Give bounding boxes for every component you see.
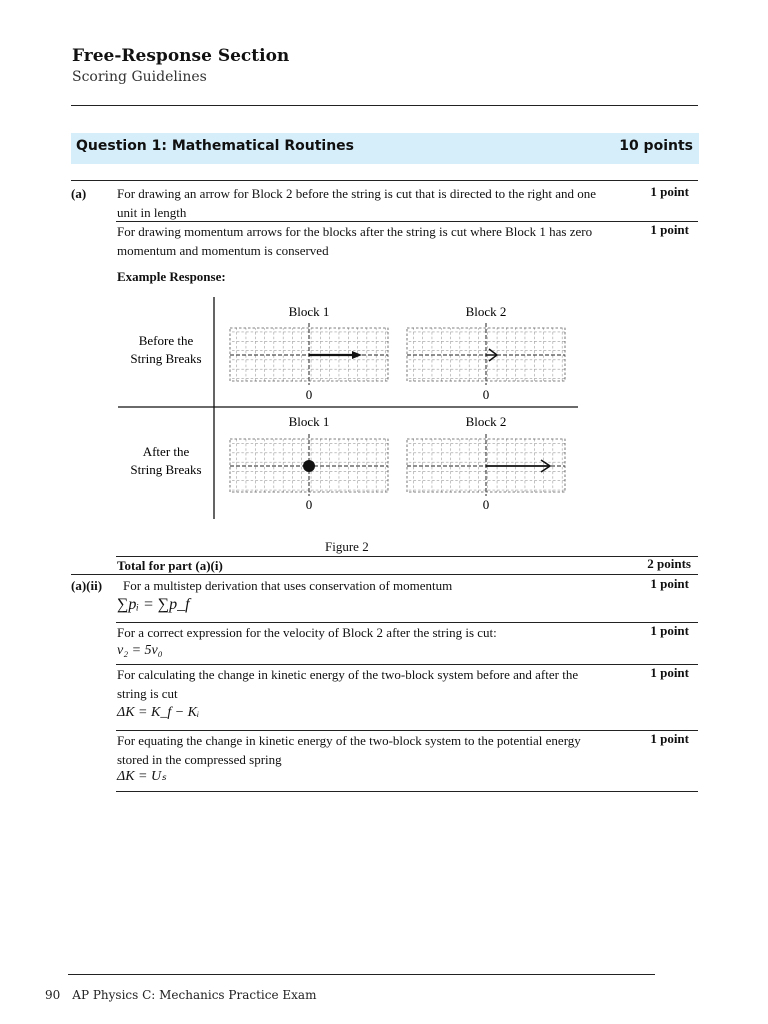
page-number: 90 bbox=[45, 988, 61, 1002]
equation-velocity: v₂ = 5v₀ bbox=[117, 643, 163, 658]
example-response-label: Example Response: bbox=[117, 269, 226, 284]
footer-divider bbox=[68, 974, 655, 975]
criterion-a1 bbox=[117, 184, 637, 222]
criterion-text-line: momentum and momentum is conserved bbox=[117, 243, 329, 258]
block1-header: Block 1 bbox=[288, 304, 330, 319]
zero-label: 0 bbox=[305, 387, 313, 402]
document-subtitle: Scoring Guidelines bbox=[72, 69, 207, 85]
grid-before-block1 bbox=[230, 323, 388, 385]
criterion-points: 1 point bbox=[650, 184, 689, 199]
total-points: 2 points bbox=[647, 556, 691, 571]
equation-momentum: ∑pᵢ = ∑p_f bbox=[117, 596, 190, 613]
header-divider bbox=[71, 105, 698, 106]
row-label-after: String Breaks bbox=[130, 462, 202, 477]
criterion-text-line: stored in the compressed spring bbox=[117, 752, 282, 767]
zero-label: 0 bbox=[482, 497, 490, 512]
grid-before-block2 bbox=[407, 323, 565, 385]
block1-header: Block 1 bbox=[288, 414, 330, 429]
criterion-points: 1 point bbox=[650, 665, 689, 680]
criterion-points: 1 point bbox=[650, 222, 689, 237]
block2-header: Block 2 bbox=[465, 304, 507, 319]
part-label-aii: (a)(ii) bbox=[71, 578, 103, 593]
document-title: Free-Response Section bbox=[72, 46, 290, 66]
criterion-spring bbox=[117, 731, 637, 769]
equation-kinetic: ΔK = K_f − Kᵢ bbox=[117, 705, 200, 720]
criterion-kinetic bbox=[117, 665, 637, 703]
grid-after-block2 bbox=[407, 434, 565, 496]
question-title: Question 1: Mathematical Routines bbox=[76, 138, 354, 154]
criterion-text-line: unit in length bbox=[117, 205, 187, 220]
momentum-figure bbox=[116, 295, 578, 528]
figure-caption: Figure 2 bbox=[325, 539, 369, 554]
criterion-points: 1 point bbox=[650, 576, 689, 591]
zero-label: 0 bbox=[482, 387, 490, 402]
row-label-before: String Breaks bbox=[130, 351, 202, 366]
zero-label: 0 bbox=[305, 497, 313, 512]
criterion-points: 1 point bbox=[650, 623, 689, 638]
criterion-a2 bbox=[117, 222, 637, 260]
criterion-text-line: For drawing an arrow for Block 2 before the string is cut that is directed to the right and one bbox=[117, 186, 597, 201]
row-divider bbox=[116, 791, 698, 792]
row-label-before: Before the bbox=[138, 333, 194, 348]
criterion-points: 1 point bbox=[650, 731, 689, 746]
block2-header: Block 2 bbox=[465, 414, 507, 429]
part-label-a: (a) bbox=[71, 186, 87, 201]
criterion-text-line: For equating the change in kinetic energy of the two-block system to the potential energy bbox=[117, 733, 581, 748]
row-label-after: After the bbox=[142, 444, 190, 459]
grid-after-block1 bbox=[230, 434, 388, 496]
criterion-text-line: For drawing momentum arrows for the blocks after the string is cut where Block 1 has zero bbox=[117, 224, 593, 239]
row-divider bbox=[71, 180, 698, 181]
equation-spring: ΔK = Uₛ bbox=[117, 769, 167, 784]
question-points: 10 points bbox=[619, 138, 693, 154]
footer-title: AP Physics C: Mechanics Practice Exam bbox=[72, 988, 317, 1002]
criterion-text-line: For a correct expression for the velocity of Block 2 after the string is cut: bbox=[117, 625, 497, 640]
row-divider bbox=[71, 574, 698, 575]
criterion-text-line: For calculating the change in kinetic energy of the two-block system before and after the bbox=[117, 667, 579, 682]
criterion-text-line: For a multistep derivation that uses conservation of momentum bbox=[123, 578, 453, 593]
total-label: Total for part (a)(i) bbox=[117, 558, 223, 573]
page-footer bbox=[45, 988, 316, 1002]
zero-momentum-dot bbox=[303, 460, 315, 472]
criterion-text-line: string is cut bbox=[117, 686, 178, 701]
